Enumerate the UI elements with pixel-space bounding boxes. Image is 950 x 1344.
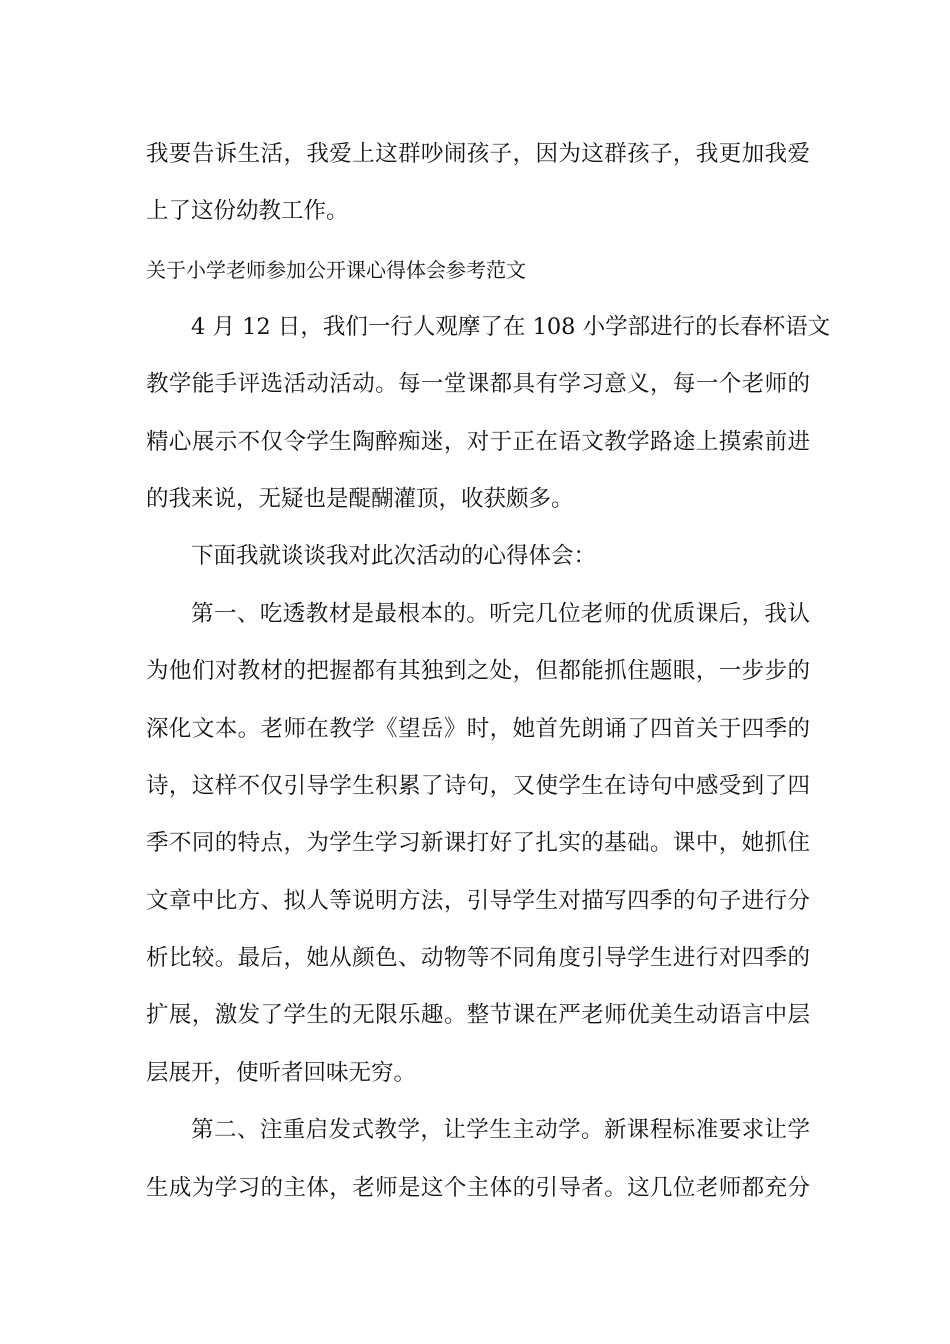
text-line: 4 月 12 日，我们一行人观摩了在 108 小学部进行的长春杯语文 — [191, 313, 831, 340]
text-line: 下面我就谈谈我对此次活动的心得体会： — [191, 543, 597, 570]
text-line: 文章中比方、拟人等说明方法，引导学生对描写四季的句子进行分 — [146, 887, 810, 914]
text-line: 层展开，使听者回味无穷。 — [146, 1059, 417, 1086]
paragraph-4 — [146, 1102, 810, 1217]
text-line: 生成为学习的主体，老师是这个主体的引导者。这几位老师都充分 — [146, 1174, 810, 1201]
paragraph-2 — [146, 528, 810, 585]
article-title: 关于小学老师参加公开课心得体会参考范文 — [146, 257, 526, 282]
text-line: 第二、注重启发式教学，让学生主动学。新课程标准要求让学 — [191, 1117, 810, 1144]
paragraph-3 — [146, 586, 810, 1103]
text-line: 诗，这样不仅引导学生积累了诗句，又使学生在诗句中感受到了四 — [146, 772, 810, 799]
text-line: 季不同的特点，为学生学习新课打好了扎实的基础。课中，她抓住 — [146, 830, 810, 857]
text-line: 精心展示不仅令学生陶醉痴迷，对于正在语文教学路途上摸索前进 — [146, 428, 810, 455]
text-line: 教学能手评选活动活动。每一堂课都具有学习意义，每一个老师的 — [146, 371, 810, 398]
text-line: 我要告诉生活，我爱上这群吵闹孩子，因为这群孩子，我更加我爱 — [146, 141, 810, 167]
text-line: 第一、吃透教材是最根本的。听完几位老师的优质课后，我认 — [191, 600, 810, 627]
text-line: 的我来说，无疑也是醍醐灌顶，收获颇多。 — [146, 485, 574, 512]
text-line: 上了这份幼教工作。 — [146, 198, 349, 225]
text-line: 为他们对教材的把握都有其独到之处，但都能抓住题眼，一步步的 — [146, 658, 810, 685]
text-line: 深化文本。老师在教学《望岳》时，她首先朗诵了四首关于四季的 — [146, 715, 810, 742]
paragraph-intro-tail — [146, 126, 810, 241]
paragraph-1 — [146, 299, 831, 529]
text-line: 扩展，激发了学生的无限乐趣。整节课在严老师优美生动语言中层 — [146, 1002, 810, 1029]
text-line: 析比较。最后，她从颜色、动物等不同角度引导学生进行对四季的 — [146, 945, 810, 972]
document-body — [146, 126, 831, 1217]
